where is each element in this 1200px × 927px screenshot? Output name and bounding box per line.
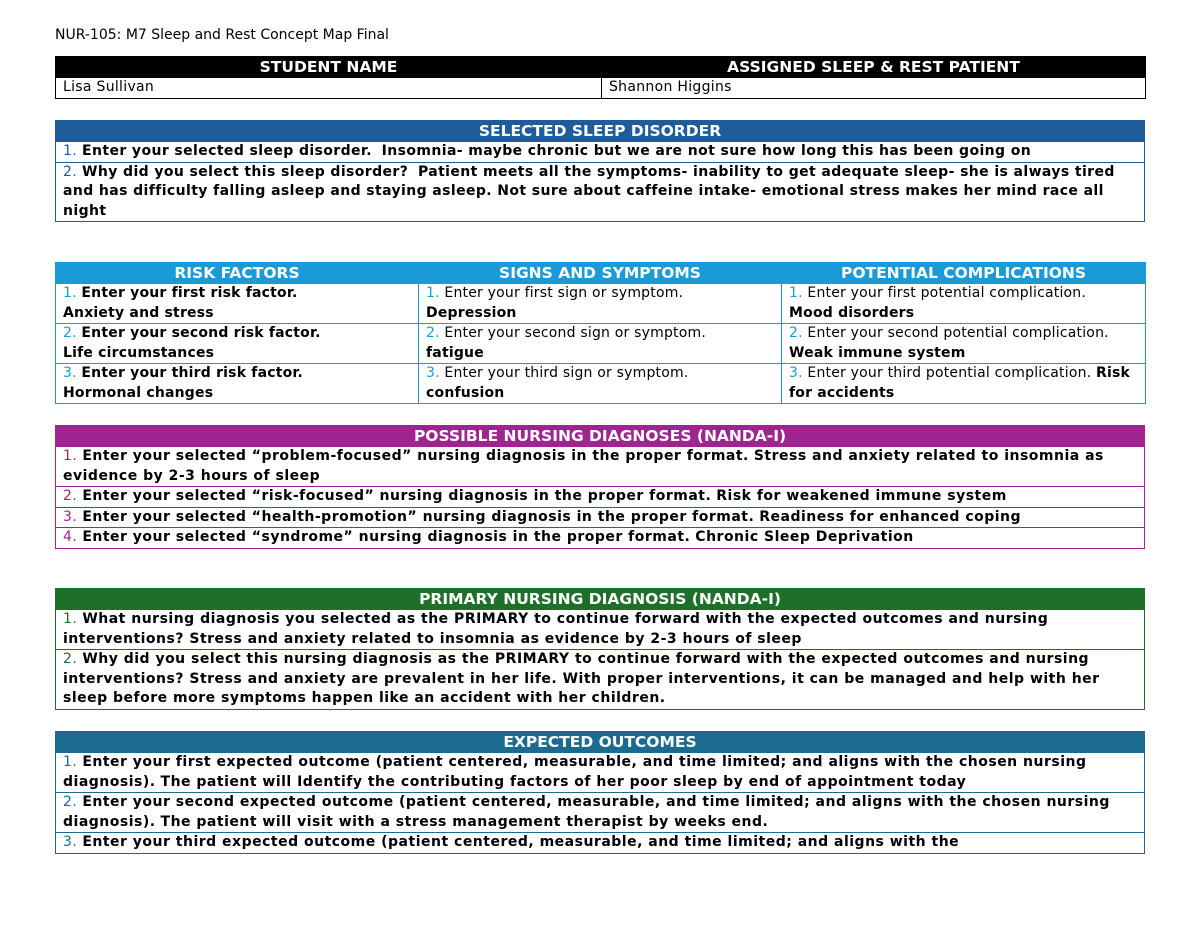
complication-cell[interactable]: 2. Enter your second potential complication. Weak immune system [782,324,1146,364]
sign-symptom-cell[interactable]: 1. Enter your first sign or symptom. Depression [419,284,782,324]
complication-cell[interactable]: 1. Enter your first potential complication. Mood disorders [782,284,1146,324]
primary-row[interactable]: 1. What nursing diagnosis you selected as the PRIMARY to continue forward with the expected outcomes and nursing interventions? Stress and anxiety related to insomnia as evidence by 2-3 hours of sleep [56,610,1145,650]
possible-diagnoses-table [55,425,1145,549]
disorder-row[interactable]: 1. Enter your selected sleep disorder. Insomnia- maybe chronic but we are not sure how long this has been going on [56,142,1145,163]
signs-symptoms-header: SIGNS AND SYMPTOMS [419,263,782,284]
sleep-disorder-header: SELECTED SLEEP DISORDER [56,121,1145,142]
expected-outcomes-table [55,731,1145,854]
outcome-row[interactable]: 1. Enter your first expected outcome (patient centered, measurable, and time limited; and aligns with the chosen nursing diagnosis). The patient will Identify the contributing factors of her poor sleep by end of appointment today [56,753,1145,793]
diagnosis-row[interactable]: 2. Enter your selected “risk-focused” nursing diagnosis in the proper format. Risk for weakened immune system [56,487,1145,508]
document-title: NUR-105: M7 Sleep and Rest Concept Map Final [55,27,389,43]
possible-diagnoses-header: POSSIBLE NURSING DIAGNOSES (NANDA-I) [56,426,1145,447]
diagnosis-row[interactable]: 1. Enter your selected “problem-focused” nursing diagnosis in the proper format. Stress and anxiety related to insomnia as evidence by 2-3 hours of sleep [56,447,1145,487]
sign-symptom-cell[interactable]: 3. Enter your third sign or symptom. confusion [419,364,782,404]
complication-cell[interactable]: 3. Enter your third potential complication. Risk for accidents [782,364,1146,404]
primary-row[interactable]: 2. Why did you select this nursing diagnosis as the PRIMARY to continue forward with the expected outcomes and nursing interventions? Stress and anxiety are prevalent in her life. With proper interventions, it can be managed and help with her sleep before more symptoms happen like an accident with her children. [56,650,1145,710]
complications-header: POTENTIAL COMPLICATIONS [782,263,1146,284]
outcome-row[interactable]: 3. Enter your third expected outcome (patient centered, measurable, and time limited; and aligns with the [56,833,1145,854]
risk-factor-cell[interactable]: 3. Enter your third risk factor. Hormonal changes [56,364,419,404]
student-name-field[interactable]: Lisa Sullivan [56,78,602,99]
risk-signs-complications-table [55,262,1146,404]
primary-diagnosis-table [55,588,1145,710]
patient-name-field[interactable]: Shannon Higgins [602,78,1146,99]
student-table [55,56,1146,99]
risk-factor-cell[interactable]: 1. Enter your first risk factor. Anxiety and stress [56,284,419,324]
sign-symptom-cell[interactable]: 2. Enter your second sign or symptom. fatigue [419,324,782,364]
risk-factor-cell[interactable]: 2. Enter your second risk factor. Life circumstances [56,324,419,364]
outcome-row[interactable]: 2. Enter your second expected outcome (patient centered, measurable, and time limited; and aligns with the chosen nursing diagnosis). The patient will visit with a stress management therapist by weeks end. [56,793,1145,833]
diagnosis-row[interactable]: 4. Enter your selected “syndrome” nursing diagnosis in the proper format. Chronic Sleep Deprivation [56,528,1145,549]
diagnosis-row[interactable]: 3. Enter your selected “health-promotion” nursing diagnosis in the proper format. Readiness for enhanced coping [56,507,1145,528]
disorder-row[interactable]: 2. Why did you select this sleep disorder? Patient meets all the symptoms- inability to get adequate sleep- she is always tired and has difficulty falling asleep and staying asleep. Not sure about caffeine intake- emotional stress makes her mind race all night [56,162,1145,222]
primary-diagnosis-header: PRIMARY NURSING DIAGNOSIS (NANDA-I) [56,589,1145,610]
sleep-disorder-table [55,120,1145,222]
student-name-header: STUDENT NAME [56,57,602,78]
patient-header: ASSIGNED SLEEP & REST PATIENT [602,57,1146,78]
expected-outcomes-header: EXPECTED OUTCOMES [56,732,1145,753]
risk-factors-header: RISK FACTORS [56,263,419,284]
